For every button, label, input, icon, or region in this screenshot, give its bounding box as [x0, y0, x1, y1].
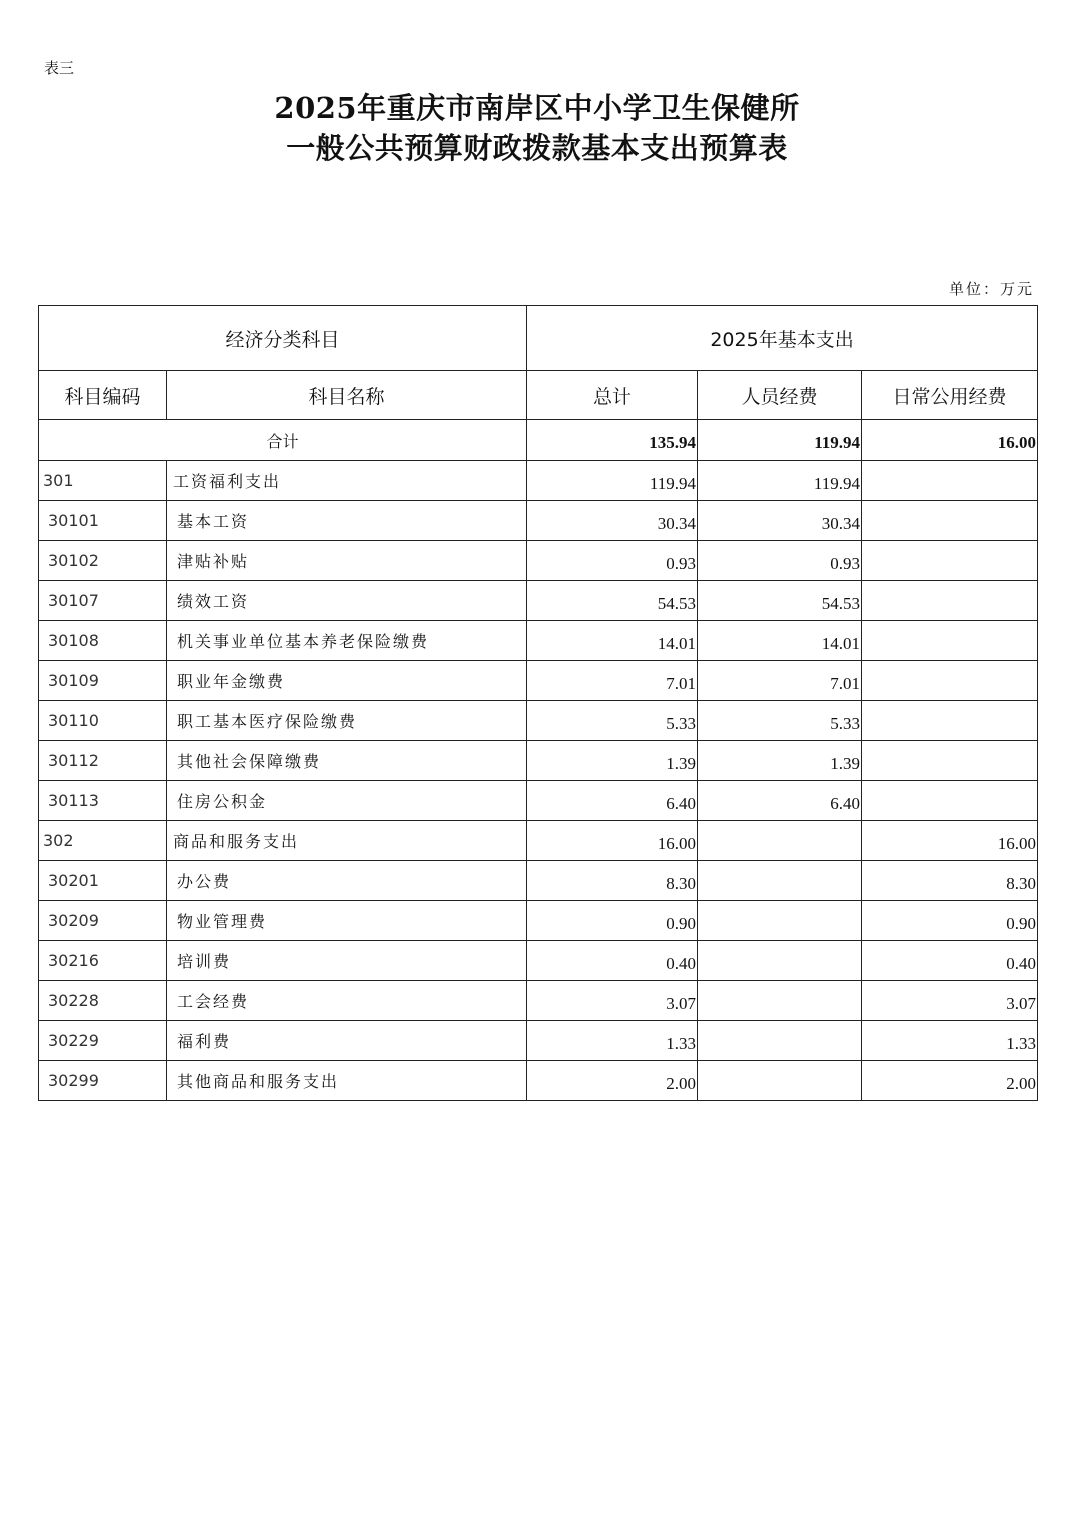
row-name: 其他社会保障缴费	[167, 741, 527, 781]
row-public	[862, 701, 1038, 741]
table-row	[39, 461, 1038, 501]
row-code: 30112	[39, 741, 167, 781]
row-personnel: 5.33	[698, 701, 862, 741]
row-total: 54.53	[527, 581, 698, 621]
row-name: 住房公积金	[167, 781, 527, 821]
row-code: 302	[39, 821, 167, 861]
header-econ-class: 经济分类科目	[39, 306, 527, 371]
page-title-line-2: 一般公共预算财政拨款基本支出预算表	[286, 131, 788, 165]
header-name: 科目名称	[167, 371, 527, 420]
row-total: 5.33	[527, 701, 698, 741]
row-name: 物业管理费	[167, 901, 527, 941]
row-name: 职业年金缴费	[167, 661, 527, 701]
row-code: 30102	[39, 541, 167, 581]
row-personnel	[698, 941, 862, 981]
row-public	[862, 741, 1038, 781]
page-title-line-1: 2025年重庆市南岸区中小学卫生保健所	[274, 91, 800, 125]
row-public	[862, 581, 1038, 621]
row-name: 职工基本医疗保险缴费	[167, 701, 527, 741]
total-total: 135.94	[527, 420, 698, 461]
table-label: 表三	[44, 59, 75, 77]
table-row	[39, 701, 1038, 741]
header-total: 总计	[527, 371, 698, 420]
row-name: 商品和服务支出	[167, 821, 527, 861]
row-personnel: 7.01	[698, 661, 862, 701]
row-name: 工资福利支出	[167, 461, 527, 501]
row-total: 1.33	[527, 1021, 698, 1061]
table-row	[39, 901, 1038, 941]
row-personnel: 6.40	[698, 781, 862, 821]
row-name: 其他商品和服务支出	[167, 1061, 527, 1101]
row-personnel: 14.01	[698, 621, 862, 661]
table-row	[39, 781, 1038, 821]
row-total: 1.39	[527, 741, 698, 781]
table-row	[39, 581, 1038, 621]
row-public	[862, 541, 1038, 581]
row-name: 津贴补贴	[167, 541, 527, 581]
row-code: 30108	[39, 621, 167, 661]
row-public	[862, 621, 1038, 661]
table-row	[39, 941, 1038, 981]
row-total: 0.90	[527, 901, 698, 941]
row-total: 2.00	[527, 1061, 698, 1101]
header-basic-expense: 2025年基本支出	[527, 306, 1038, 371]
row-personnel: 30.34	[698, 501, 862, 541]
row-total: 0.93	[527, 541, 698, 581]
row-personnel	[698, 981, 862, 1021]
row-public: 16.00	[862, 821, 1038, 861]
row-public	[862, 781, 1038, 821]
table-row	[39, 861, 1038, 901]
total-label: 合计	[39, 420, 527, 461]
row-code: 30107	[39, 581, 167, 621]
row-public: 0.90	[862, 901, 1038, 941]
row-personnel	[698, 1061, 862, 1101]
row-public: 3.07	[862, 981, 1038, 1021]
header-public: 日常公用经费	[862, 371, 1038, 420]
row-code: 30209	[39, 901, 167, 941]
row-total: 119.94	[527, 461, 698, 501]
header-code: 科目编码	[39, 371, 167, 420]
total-personnel: 119.94	[698, 420, 862, 461]
row-code: 30101	[39, 501, 167, 541]
row-personnel	[698, 901, 862, 941]
row-public: 1.33	[862, 1021, 1038, 1061]
row-name: 工会经费	[167, 981, 527, 1021]
total-public: 16.00	[862, 420, 1038, 461]
row-code: 30109	[39, 661, 167, 701]
header-personnel: 人员经费	[698, 371, 862, 420]
table-row	[39, 821, 1038, 861]
row-total: 3.07	[527, 981, 698, 1021]
row-total: 0.40	[527, 941, 698, 981]
row-public	[862, 661, 1038, 701]
table-row	[39, 621, 1038, 661]
table-row	[39, 741, 1038, 781]
row-code: 30216	[39, 941, 167, 981]
row-public: 8.30	[862, 861, 1038, 901]
table-row	[39, 1021, 1038, 1061]
table-row	[39, 1061, 1038, 1101]
row-total: 16.00	[527, 821, 698, 861]
row-name: 绩效工资	[167, 581, 527, 621]
row-personnel	[698, 1021, 862, 1061]
table-row	[39, 541, 1038, 581]
total-row	[39, 420, 1038, 461]
row-code: 30228	[39, 981, 167, 1021]
row-code: 30299	[39, 1061, 167, 1101]
row-code: 30229	[39, 1021, 167, 1061]
row-personnel	[698, 821, 862, 861]
row-name: 办公费	[167, 861, 527, 901]
row-code: 301	[39, 461, 167, 501]
table-row	[39, 661, 1038, 701]
row-name: 基本工资	[167, 501, 527, 541]
table-row	[39, 501, 1038, 541]
row-total: 7.01	[527, 661, 698, 701]
row-total: 6.40	[527, 781, 698, 821]
row-name: 培训费	[167, 941, 527, 981]
row-total: 14.01	[527, 621, 698, 661]
unit-label: 单位：万元	[948, 280, 1034, 298]
row-name: 机关事业单位基本养老保险缴费	[167, 621, 527, 661]
row-public: 0.40	[862, 941, 1038, 981]
row-personnel: 0.93	[698, 541, 862, 581]
row-code: 30113	[39, 781, 167, 821]
row-public: 2.00	[862, 1061, 1038, 1101]
row-code: 30110	[39, 701, 167, 741]
budget-table	[38, 305, 1038, 1101]
row-personnel	[698, 861, 862, 901]
row-total: 8.30	[527, 861, 698, 901]
row-name: 福利费	[167, 1021, 527, 1061]
row-personnel: 1.39	[698, 741, 862, 781]
row-personnel: 54.53	[698, 581, 862, 621]
table-row	[39, 981, 1038, 1021]
row-total: 30.34	[527, 501, 698, 541]
row-personnel: 119.94	[698, 461, 862, 501]
row-public	[862, 501, 1038, 541]
row-code: 30201	[39, 861, 167, 901]
row-public	[862, 461, 1038, 501]
